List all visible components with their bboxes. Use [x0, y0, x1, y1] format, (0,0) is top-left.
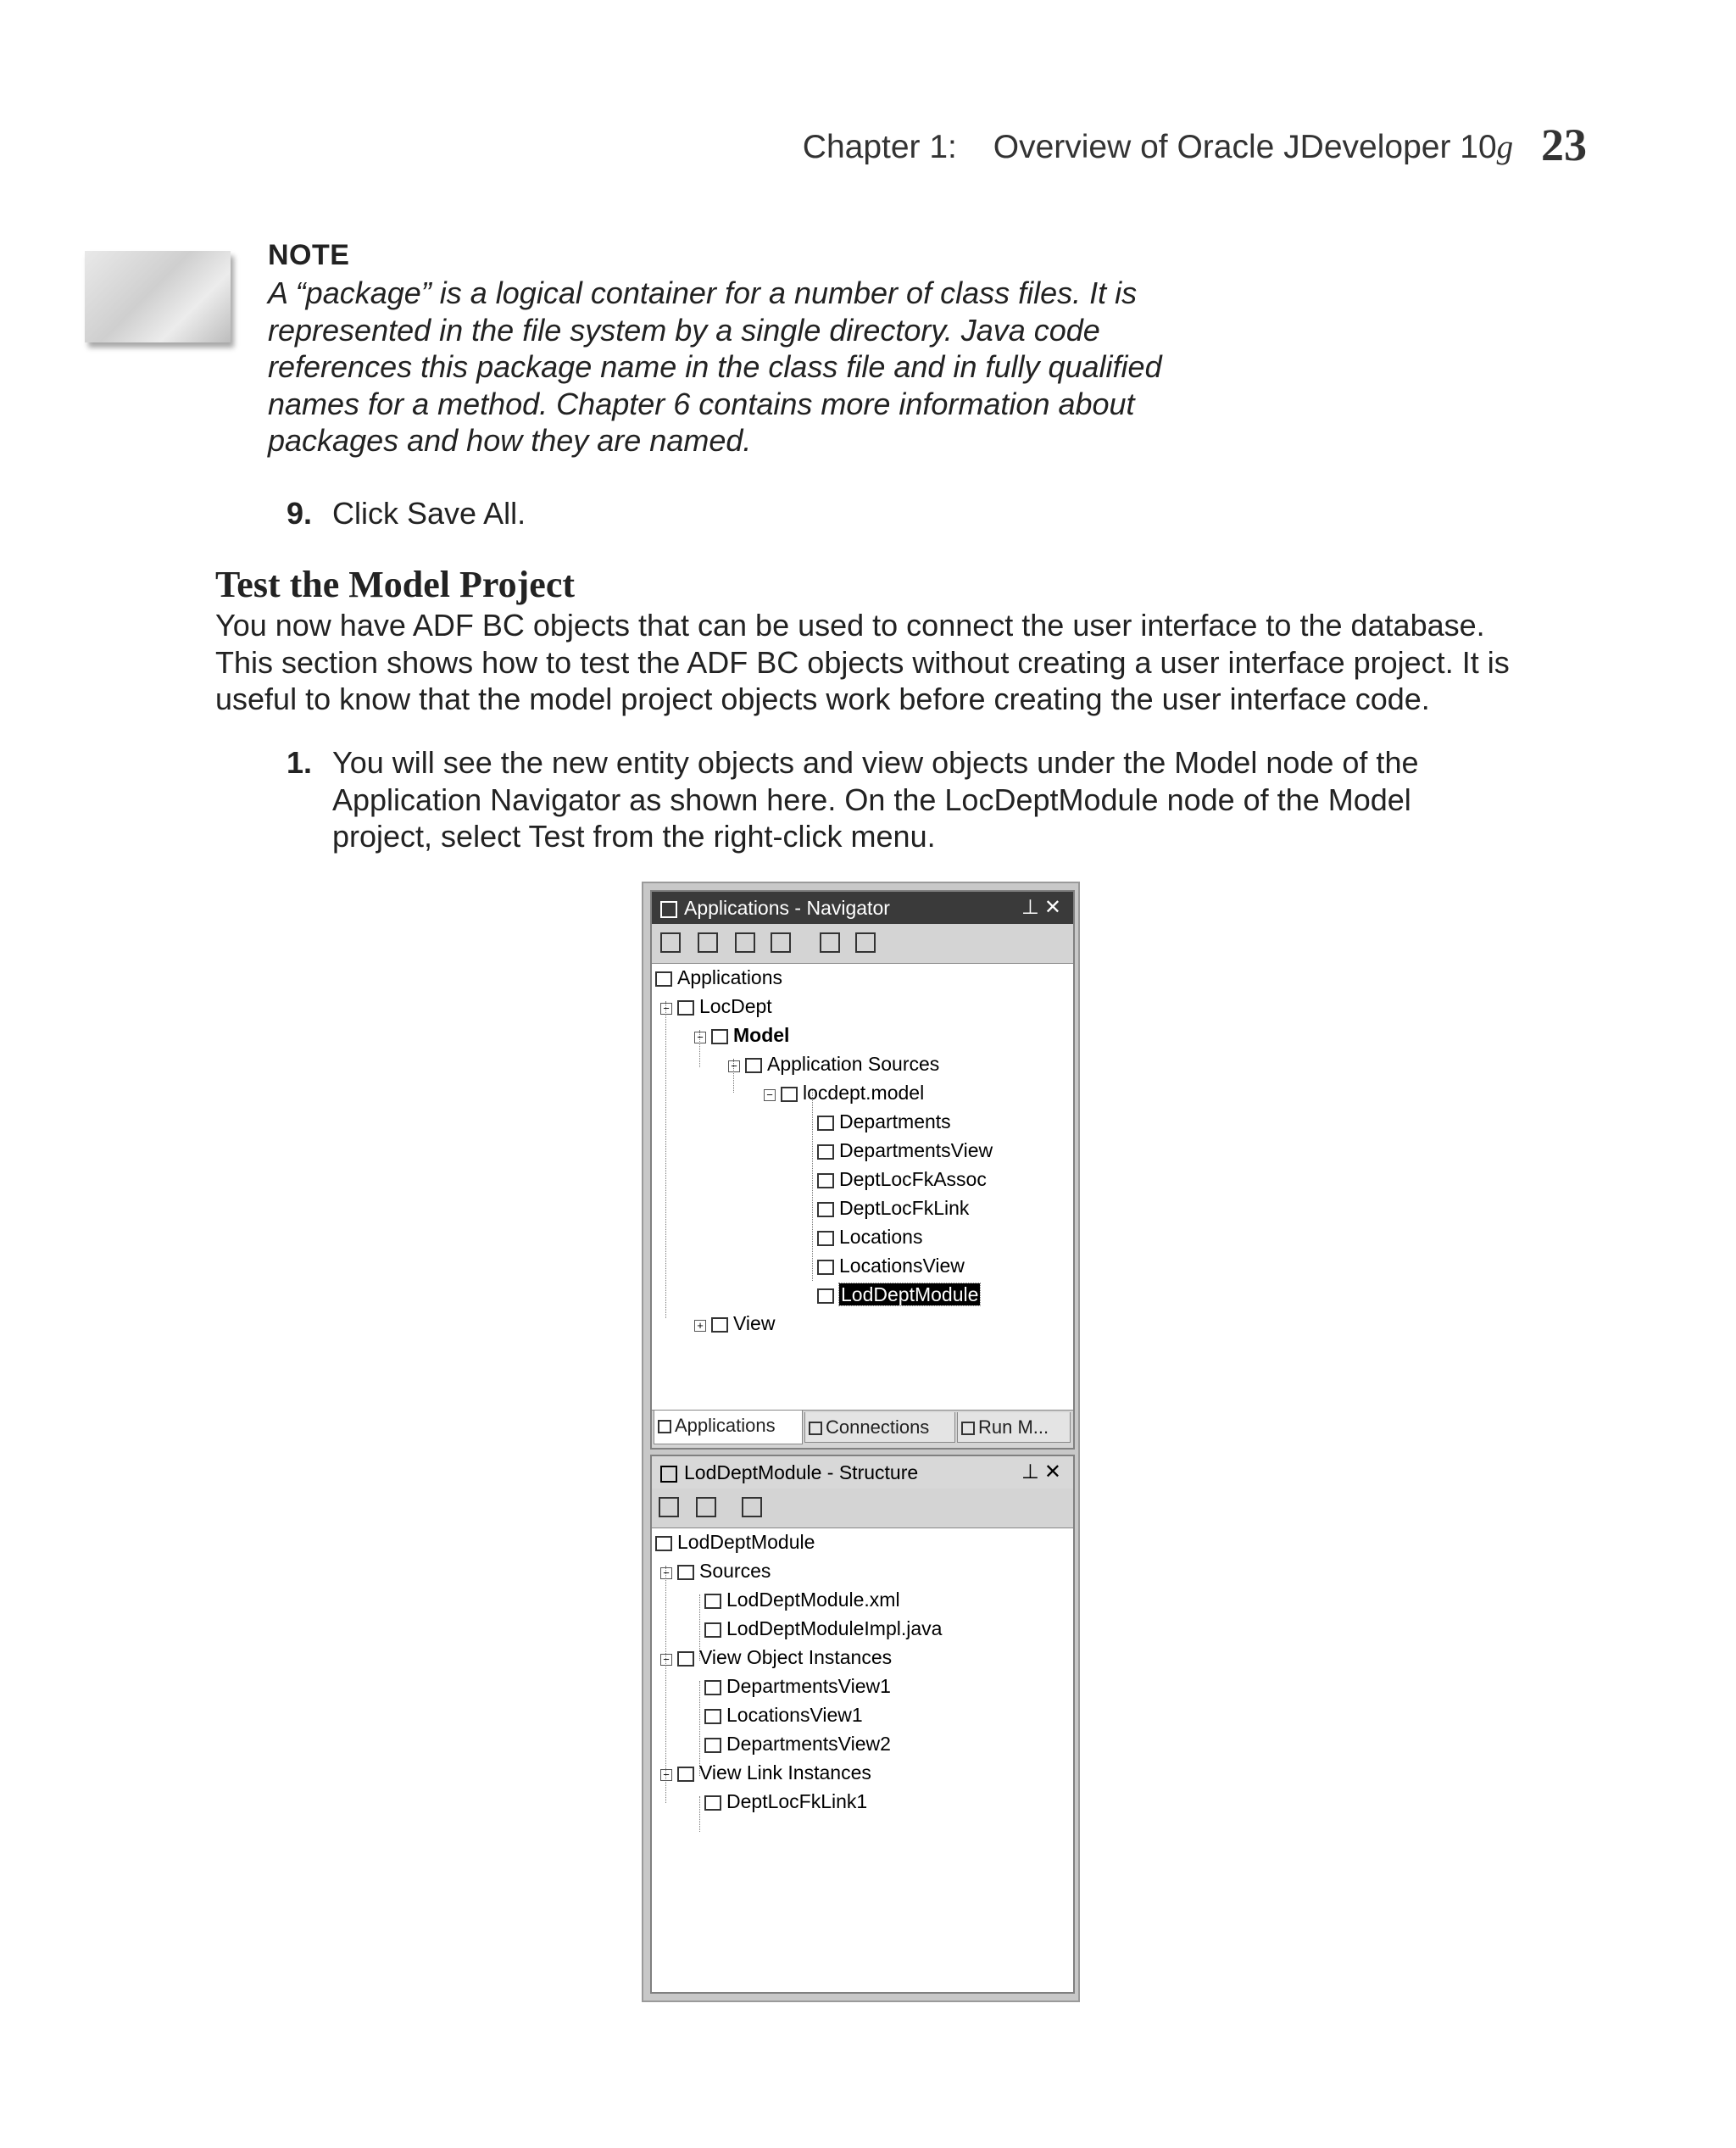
tree-node-package[interactable]: − locdept.model: [764, 1079, 924, 1106]
note-text: A “package” is a logical container for a number of class files. It is represented in the file system by a single directory. Java code references this package name in the class file and in fully qualified names for a method. Chapter 6 contains more information about packages and how they are named.: [268, 275, 1162, 458]
note-label: NOTE: [268, 239, 350, 271]
section-heading: Test the Model Project: [215, 564, 575, 605]
step-9: [287, 495, 526, 532]
document-icon[interactable]: [742, 1497, 762, 1517]
add-file-icon[interactable]: [735, 932, 755, 953]
structure-node-sources[interactable]: − Sources: [660, 1557, 771, 1584]
tab-applications[interactable]: Applications: [654, 1411, 803, 1444]
tree-node-view[interactable]: + View: [694, 1310, 775, 1337]
structure-node-voi[interactable]: − View Object Instances: [660, 1644, 892, 1671]
structure-node-impl[interactable]: LodDeptModuleImpl.java: [704, 1615, 942, 1642]
structure-node-deptlocfklink1[interactable]: DeptLocFkLink1: [704, 1788, 867, 1815]
navigator-titlebar: [652, 892, 1073, 924]
tab-run-manager[interactable]: Run M...: [957, 1412, 1071, 1443]
step-1: [287, 744, 1419, 854]
tree-node-locationsview[interactable]: LocationsView: [817, 1252, 965, 1279]
step-text: Click Save All.: [332, 496, 526, 531]
tree-node-model[interactable]: − Model: [694, 1021, 789, 1049]
panel-controls[interactable]: ⊥✕: [1021, 1461, 1066, 1483]
navigator-tabs: [652, 1410, 1073, 1448]
structure-toolbar: [652, 1489, 1073, 1528]
structure-node-locationsview1[interactable]: LocationsView1: [704, 1701, 863, 1728]
section-paragraph: You now have ADF BC objects that can be used to connect the user interface to the database. This section shows how to test the ADF BC objects without creating a user interface project. It is useful to know that the model project objects work before creating the user interface code.: [215, 608, 1510, 716]
tree-node-loddeptmodule[interactable]: LodDeptModule: [817, 1281, 980, 1308]
running-header: [803, 119, 1587, 171]
structure-node-vli[interactable]: − View Link Instances: [660, 1759, 871, 1786]
tree-node-locations[interactable]: Locations: [817, 1223, 922, 1250]
navigator-title: Applications - Navigator: [684, 897, 890, 919]
gear-icon[interactable]: [659, 1497, 679, 1517]
step-number: 1.: [287, 745, 313, 780]
chapter-label: Chapter 1:: [802, 129, 957, 165]
tab-connections[interactable]: Connections: [804, 1412, 955, 1443]
chapter-title: Overview of Oracle JDeveloper 10g: [993, 129, 1514, 165]
tree-node-locdept[interactable]: − LocDept: [660, 993, 772, 1020]
tree-node-departments[interactable]: Departments: [817, 1108, 951, 1135]
structure-title: LodDeptModule - Structure: [684, 1461, 919, 1483]
grid-icon[interactable]: [855, 932, 876, 953]
view-dropdown-icon[interactable]: [820, 932, 840, 953]
structure-titlebar: [652, 1456, 1073, 1489]
refresh-icon[interactable]: [771, 932, 791, 953]
close-project-icon[interactable]: [698, 932, 718, 953]
structure-node-departmentsview1[interactable]: DepartmentsView1: [704, 1672, 891, 1700]
tree-node-deptlocfklink[interactable]: DeptLocFkLink: [817, 1194, 969, 1221]
tree-node-application-sources[interactable]: − Application Sources: [728, 1050, 939, 1077]
structure-node-xml[interactable]: LodDeptModule.xml: [704, 1586, 900, 1613]
tree-node-departmentsview[interactable]: DepartmentsView: [817, 1137, 993, 1164]
new-icon[interactable]: [660, 932, 681, 953]
panel-controls[interactable]: ⊥✕: [1021, 896, 1066, 919]
structure-node-departmentsview2[interactable]: DepartmentsView2: [704, 1730, 891, 1757]
applications-navigator-panel: [650, 890, 1075, 1450]
navigator-toolbar: [652, 924, 1073, 964]
structure-panel: [650, 1455, 1075, 1994]
step-number: 9.: [287, 496, 313, 531]
ide-screenshot: [642, 882, 1080, 2002]
structure-node-module[interactable]: LodDeptModule: [655, 1528, 815, 1555]
structure-icon: [660, 1466, 677, 1483]
page-number: 23: [1541, 120, 1587, 170]
step-text: You will see the new entity objects and view objects under the Model node of the Application Navigator as shown here. On the LocDeptModule node of the Model project, select Test from the right-click menu.: [332, 745, 1419, 854]
tree-node-applications[interactable]: Applications: [655, 964, 782, 991]
note-stone-icon: [85, 251, 231, 342]
navigator-icon: [660, 901, 677, 918]
tree-node-deptlocfkassoc[interactable]: DeptLocFkAssoc: [817, 1166, 987, 1193]
edit-icon[interactable]: [696, 1497, 716, 1517]
